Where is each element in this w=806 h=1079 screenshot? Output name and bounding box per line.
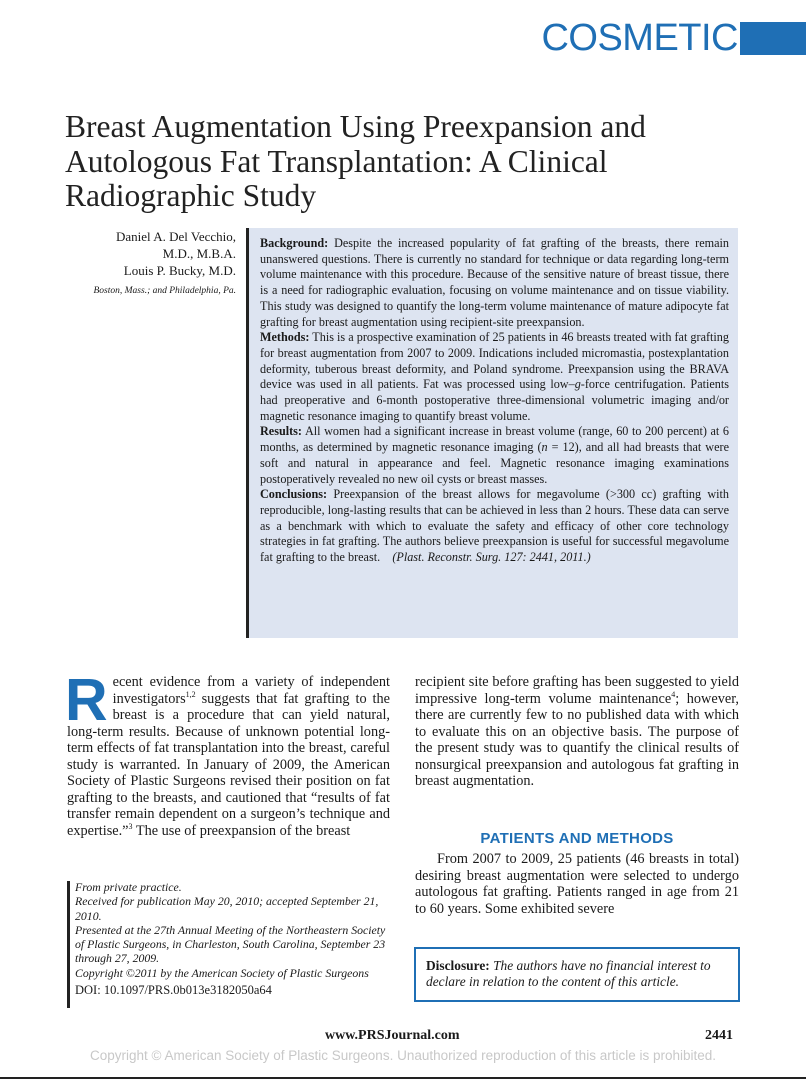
abstract-citation: (Plast. Reconstr. Surg. 127: 2441, 2011.) <box>392 550 591 565</box>
abstract-methods-label: Methods: <box>260 330 310 345</box>
abstract-conclusions-text: Preexpansion of the breast allows for megavolume (>300 cc) grafting with reproducible, long-lasting results that can be achieved in less than 2 hours. These data can serve as a benchmark with which to evaluate the safety and efficacy of other core technology strategies in fat grafting. The authors believe preexpansion is useful for successful megavolume fat grafting to the breast. <box>260 487 730 565</box>
author-affiliation: Boston, Mass.; and Philadelphia, Pa. <box>93 286 236 296</box>
abstract-rule <box>246 228 249 638</box>
copyright-notice: Copyright © American Society of Plastic Surgeons. Unauthorized reproduction of this article is prohibited. <box>89 1048 716 1063</box>
body-left-text-a: ecent evidence from a variety of independent investigators <box>112 674 390 707</box>
abstract-background-text: Despite the increased popularity of fat grafting of the breasts, there remain unanswered questions. There is currently no standard for technique or data regarding long-term volume maintenance with this procedure. Because of the sensitive nature of breast tissue, there is a need for radiographic evaluation, focusing on volume maintenance and on tissue viability. This study was designed to quantify the long-term volume maintenance of mature adipocyte fat grafting for breast augmentation using recipient-site preexpansion. <box>260 236 729 329</box>
disclosure-label: Disclosure: <box>426 958 490 973</box>
abstract-methods <box>260 330 729 424</box>
disclosure-box <box>414 947 740 1002</box>
body-left-text-c: The use of preexpansion of the breast <box>132 822 351 839</box>
disclosure-text: The authors have no financial interest to declare in relation to the content of this article. <box>426 958 711 989</box>
body-right-text-b: ; however, there are currently few to no published data with which to evaluate this on an objective basis. The purpose of the present study was to quantify the clinical results of nonsurgical preexpansion and autologous fat grafting in breast augmentation. <box>415 690 739 789</box>
abstract-methods-g: g <box>574 377 581 392</box>
dropcap: R <box>65 667 108 733</box>
body-right-ref: 4 <box>671 689 676 699</box>
body-column-left <box>65 667 390 839</box>
abstract-conclusions-label: Conclusions: <box>260 487 328 502</box>
body-left-ref-2: 3 <box>128 821 133 831</box>
footnote-copyright: Copyright ©2011 by the American Society of Plastic Surgeons <box>75 965 369 980</box>
section-label: COSMETIC <box>541 17 738 59</box>
abstract-results-text-a: All women had a significant increase in breast volume (range, 60 to 200 percent) at 6 months, as determined by magnetic resonance imaging ( <box>260 424 730 455</box>
abstract-conclusions <box>260 487 729 566</box>
section-color-bar <box>740 22 806 55</box>
footnote-practice: From private practice. <box>75 880 182 894</box>
article-title: Breast Augmentation Using Preexpansion and Autologous Fat Transplantation: A Clinical Radiographic Study <box>65 109 646 213</box>
abstract-results <box>260 424 729 487</box>
abstract-results-text-b: = 12), and all had breasts that were soft and natural in appearance and feel. Magnetic resonance imaging examinations postoperatively revealed no new oil cysts or breast masses. <box>260 440 729 486</box>
body-methods-paragraph: From 2007 to 2009, 25 patients (46 breasts in total) desiring breast augmentation were selected to undergo autologous fat grafting. Patients ranged in age from 21 to 60 years. Some exhibited severe <box>415 851 739 917</box>
author-line-3: Louis P. Bucky, M.D. <box>123 263 236 278</box>
abstract-methods-text-b: -force centrifugation. Patients had preoperative and 6-month postoperative three-dimensional volumetric imaging and/or magnetic resonance imaging to quantify breast volume. <box>260 377 730 423</box>
body-right-text-a: recipient site before grafting has been suggested to yield impressive long-term volume maintenance <box>415 674 739 707</box>
journal-url-link[interactable]: www.PRSJournal.com <box>325 1028 460 1043</box>
section-heading: PATIENTS AND METHODS <box>480 830 674 847</box>
doi-link[interactable]: DOI: 10.1097/PRS.0b013e3182050a64 <box>75 983 272 998</box>
abstract-box <box>246 228 738 638</box>
footnote-received: Received for publication May 20, 2010; accepted September 21, 2010. <box>75 894 379 923</box>
body-methods-column <box>415 851 739 917</box>
body-column-right <box>415 674 739 790</box>
footnote-rule <box>67 881 70 1008</box>
author-line-1: Daniel A. Del Vecchio, <box>116 229 236 244</box>
page-number: 2441 <box>705 1028 733 1043</box>
abstract-methods-text-a: This is a prospective examination of 25 patients in 46 breasts treated with fat grafting for breast augmentation from 2007 to 2009. Indications included micromastia, postexplantation deformity, tuberous breast deformity, and Poland syndrome. Preexpansion using the BRAVA device was used in all patients. Fat was processed using low– <box>260 330 729 392</box>
abstract-background <box>260 236 729 330</box>
abstract-results-label: Results: <box>260 424 302 439</box>
abstract-results-n: n <box>541 440 548 455</box>
author-line-2: M.D., M.B.A. <box>162 246 236 261</box>
abstract-background-label: Background: <box>260 236 329 250</box>
body-left-ref-1: 1,2 <box>185 689 196 699</box>
footnotes <box>75 880 395 997</box>
body-left-text-b: suggests that fat grafting to the breast is a procedure that can yield natural, long-term results. Because of unknown potential long-term effects of fat transplantation into the breast, careful study is warranted. In January of 2009, the American Society of Plastic Surgeons revised their position on fat grafting to the breasts, and cautioned that “results of fat transfer remain dependent on a surgeon’s technique and expertise.” <box>67 690 390 839</box>
footnote-presented: Presented at the 27th Annual Meeting of the Northeastern Society of Plastic Surgeons, in Charleston, South Carolina, September 23 through 27, 2009. <box>75 922 386 966</box>
